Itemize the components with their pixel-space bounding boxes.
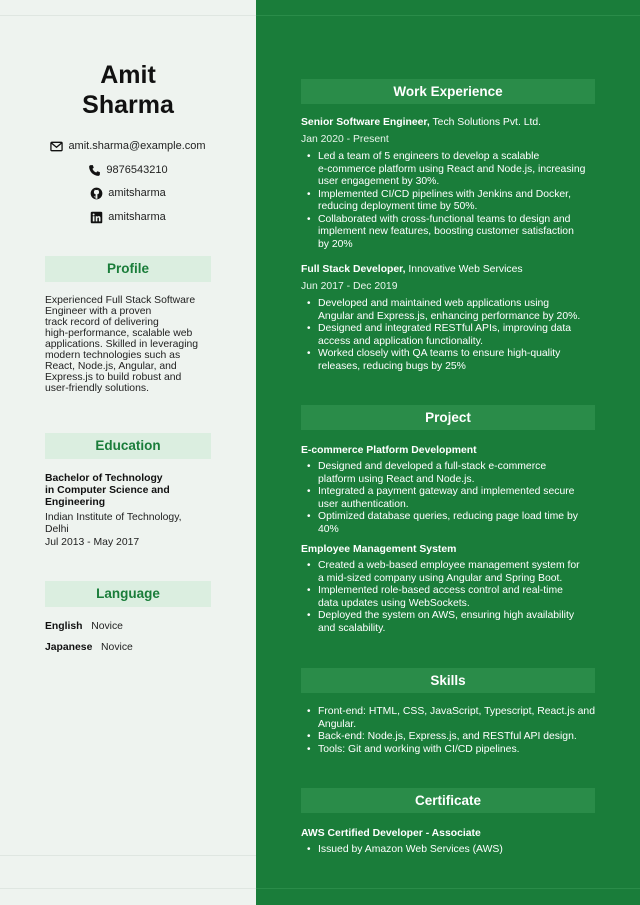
language-heading: Language — [45, 581, 211, 607]
name-last: Sharma — [82, 91, 174, 119]
bullet-item — [318, 348, 601, 373]
job-bullets — [301, 298, 601, 373]
bullet-line: • Deployed the system on AWS, ensuring high availability — [318, 610, 575, 621]
bullet-item — [318, 486, 601, 511]
profile-line: Express.js to build robust and — [45, 372, 182, 383]
profile-line: React, Node.js, Angular, and — [45, 361, 177, 372]
main-content — [256, 0, 640, 905]
bullet-line: • Optimized database queries, reducing page load time by — [318, 511, 578, 522]
project-heading: Project — [301, 405, 595, 430]
bullet-item — [318, 151, 601, 189]
profile-line: applications. Skilled in leveraging — [45, 339, 199, 350]
bullet-item — [318, 744, 601, 757]
certificate-name: AWS Certified Developer - Associate — [301, 828, 481, 839]
certificate-bullets — [301, 844, 601, 857]
language-name: Japanese — [45, 642, 93, 653]
bullet-item — [318, 706, 601, 731]
bullet-item — [318, 585, 601, 610]
project-name: Employee Management System — [301, 544, 457, 555]
bullet-line: • Designed and integrated RESTful APIs, improving data — [318, 323, 571, 334]
school-line: Delhi — [45, 524, 69, 535]
bullet-line: by 20% — [318, 238, 353, 250]
bullet-item — [318, 560, 601, 585]
bullet-line: a mid-sized company using Angular and Spring Boot. — [318, 572, 563, 584]
job-dates: Jan 2020 - Present — [301, 134, 389, 145]
bullet-line: • Front-end: HTML, CSS, JavaScript, Typescript, React.js and — [318, 706, 595, 717]
email-icon — [50, 140, 63, 153]
linkedin-icon — [90, 211, 103, 224]
project-name: E-commerce Platform Development — [301, 445, 477, 456]
profile-line: modern technologies such as — [45, 350, 181, 361]
project-bullets — [301, 461, 601, 536]
bullet-line: • Led a team of 5 engineers to develop a scalable — [318, 151, 540, 162]
bullet-line: data updates using WebSockets. — [318, 597, 470, 609]
project-title — [301, 544, 601, 556]
bullet-item — [318, 731, 601, 744]
bullet-line: platform using React and Node.js. — [318, 473, 475, 485]
bullet-line: • Designed and developed a full-stack e-commerce — [318, 461, 547, 472]
bullet-line: • Developed and maintained web applications using — [318, 298, 550, 309]
contact-email[interactable] — [0, 139, 256, 153]
contact-phone[interactable] — [0, 163, 256, 177]
bullet-line: • Collaborated with cross-functional teams to design and — [318, 213, 571, 225]
left-sidebar — [0, 0, 256, 905]
bullet-line: access and application functionality. — [318, 335, 484, 347]
degree-line: in Computer Science and — [45, 485, 170, 496]
profile-line: Experienced Full Stack Software — [45, 295, 196, 306]
language-item — [45, 642, 213, 654]
bullet-line: Angular. — [318, 718, 357, 730]
job-role: Full Stack Developer, — [301, 264, 406, 275]
bullet-line: • Created a web-based employee management system for — [318, 560, 580, 571]
certificate-title — [301, 828, 601, 840]
bullet-item — [318, 610, 601, 635]
profile-line: high-performance, scalable web — [45, 328, 193, 339]
bullet-line: • Back-end: Node.js, Express.js, and RESTful API design. — [318, 731, 577, 742]
skills-heading: Skills — [301, 668, 595, 693]
bullet-line: user engagement by 30%. — [318, 176, 440, 187]
github-icon — [90, 187, 103, 200]
work-heading: Work Experience — [301, 79, 595, 104]
bullet-line: e-commerce platform using React and Node.js, increasing — [318, 163, 586, 175]
job-dates: Jun 2017 - Dec 2019 — [301, 281, 398, 292]
bullet-line: Angular and Express.js, enhancing performance by 20%. — [318, 310, 581, 322]
skills-bullets — [301, 706, 601, 756]
person-name — [0, 60, 256, 120]
bullet-line: • Tools: Git and working with CI/CD pipelines. — [318, 743, 520, 755]
school-line: Indian Institute of Technology, — [45, 512, 182, 523]
bullet-line: • Integrated a payment gateway and implemented secure — [318, 486, 575, 497]
bullet-item — [318, 461, 601, 486]
bullet-item — [318, 189, 601, 214]
bullet-line: • Implemented role-based access control and real-time — [318, 585, 563, 596]
certificate-heading: Certificate — [301, 788, 595, 813]
degree — [45, 473, 213, 509]
name-first: Amit — [100, 61, 156, 89]
job-company: Innovative Web Services — [408, 264, 523, 275]
profile-line: track record of delivering — [45, 317, 159, 328]
divider — [0, 888, 256, 889]
language-level: Novice — [91, 621, 123, 632]
bullet-line: user authentication. — [318, 498, 409, 510]
bullet-line: reducing deployment time by 50%. — [318, 201, 478, 212]
contact-github[interactable] — [0, 186, 256, 200]
language-level: Novice — [101, 642, 133, 653]
bullet-item — [318, 844, 601, 857]
profile-heading: Profile — [45, 256, 211, 282]
language-item — [45, 621, 213, 633]
project-bullets — [301, 560, 601, 635]
language-name: English — [45, 621, 83, 632]
phone-icon — [88, 164, 101, 177]
linkedin-text[interactable]: amitsharma — [108, 211, 166, 223]
profile-line: user-friendly solutions. — [45, 383, 149, 394]
education-heading: Education — [45, 433, 211, 459]
bullet-line: • Issued by Amazon Web Services (AWS) — [318, 844, 503, 855]
email-text[interactable]: amit.sharma@example.com — [68, 140, 206, 152]
bullet-line: • Worked closely with QA teams to ensure high-quality — [318, 348, 561, 359]
project-title — [301, 445, 601, 457]
profile-line: Engineer with a proven — [45, 306, 152, 317]
phone-text[interactable]: 9876543210 — [106, 164, 168, 176]
school — [45, 512, 213, 536]
job-role: Senior Software Engineer, — [301, 117, 430, 128]
bullet-item — [318, 511, 601, 536]
github-text[interactable]: amitsharma — [108, 187, 166, 199]
job-bullets — [301, 151, 601, 251]
bullet-item — [318, 323, 601, 348]
degree-line: Engineering — [45, 497, 106, 508]
bullet-line: • Implemented CI/CD pipelines with Jenkins and Docker, — [318, 188, 571, 200]
bullet-line: 40% — [318, 523, 339, 535]
contact-linkedin[interactable] — [0, 210, 256, 224]
bullet-line: and scalability. — [318, 622, 386, 634]
job-company: Tech Solutions Pvt. Ltd. — [432, 117, 542, 128]
job-title — [301, 117, 601, 129]
degree-line: Bachelor of Technology — [45, 473, 163, 484]
bullet-item — [318, 298, 601, 323]
divider — [256, 15, 640, 16]
bullet-line: releases, reducing bugs by 25% — [318, 360, 466, 372]
bullet-line: implement new features, boosting customer satisfaction — [318, 226, 574, 237]
divider — [256, 888, 640, 889]
job-title — [301, 264, 601, 276]
profile-summary — [45, 295, 213, 394]
divider — [0, 855, 256, 856]
bullet-item — [318, 214, 601, 252]
divider — [0, 15, 256, 16]
education-dates: Jul 2013 - May 2017 — [45, 537, 140, 548]
